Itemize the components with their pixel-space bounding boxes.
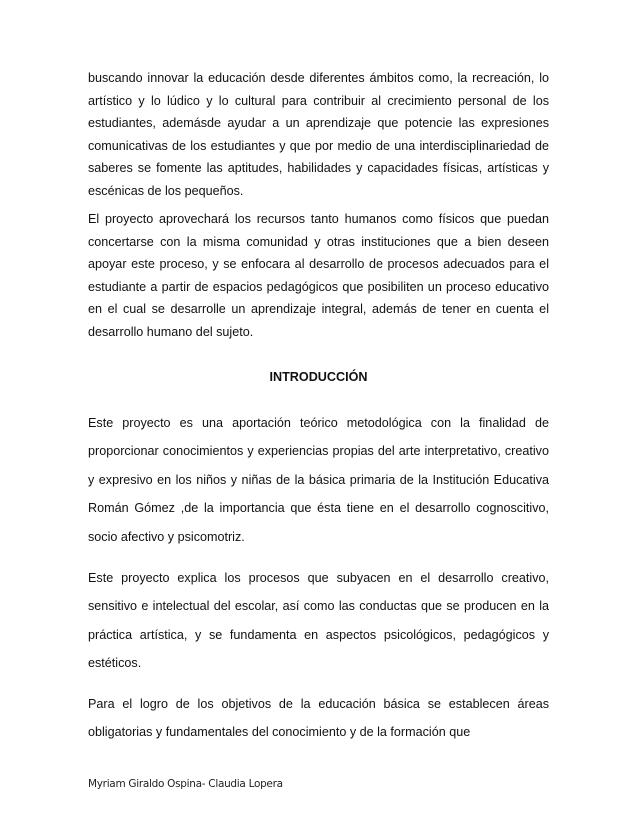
intro-paragraph: Para el logro de los objetivos de la educación básica se establecen áreas obligatorias y fundamentales del conocimiento y de la formación que xyxy=(88,697,549,740)
body-paragraph: El proyecto aprovechará los recursos tanto humanos como físicos que puedan concertarse con la misma comunidad y otras instituciones que a bien deseen apoyar este proceso, y se enfocara al desarrollo de procesos adecuados para el estudiante a partir de espacios pedagógicos que posibiliten un proceso educativo en el cual se desarrolle un aprendizaje integral, además de tener en cuenta el desarrollo humano del sujeto. xyxy=(88,212,549,339)
body-paragraph: buscando innovar la educación desde diferentes ámbitos como, la recreación, lo artístico y lo lúdico y lo cultural para contribuir al crecimiento personal de los estudiantes, ademásde ayudar a un aprendizaje que potencie las expresiones comunicativas de los estudiantes y que por medio de una interdisciplinariedad de saberes se fomente las aptitudes, habilidades y capacidades físicas, artísticas y escénicas de los pequeños. xyxy=(88,71,549,198)
page-footer: Myriam Giraldo Ospina- Claudia Lopera xyxy=(88,778,283,790)
intro-paragraph: Este proyecto es una aportación teórico metodológica con la finalidad de proporcionar conocimientos y experiencias propias del arte interpretativo, creativo y expresivo en los niños y niñas de la básica primaria de la Institución Educativa Román Gómez ,de la importancia que ésta tiene en el desarrollo cognoscitivo, socio afectivo y psicomotriz. xyxy=(88,416,549,544)
intro-paragraph: Este proyecto explica los procesos que subyacen en el desarrollo creativo, sensitivo e intelectual del escolar, así como las conductas que se producen en la práctica artística, y se fundamenta en aspectos psicológicos, pedagógicos y estéticos. xyxy=(88,571,549,671)
section-heading: INTRODUCCIÓN xyxy=(269,370,368,384)
